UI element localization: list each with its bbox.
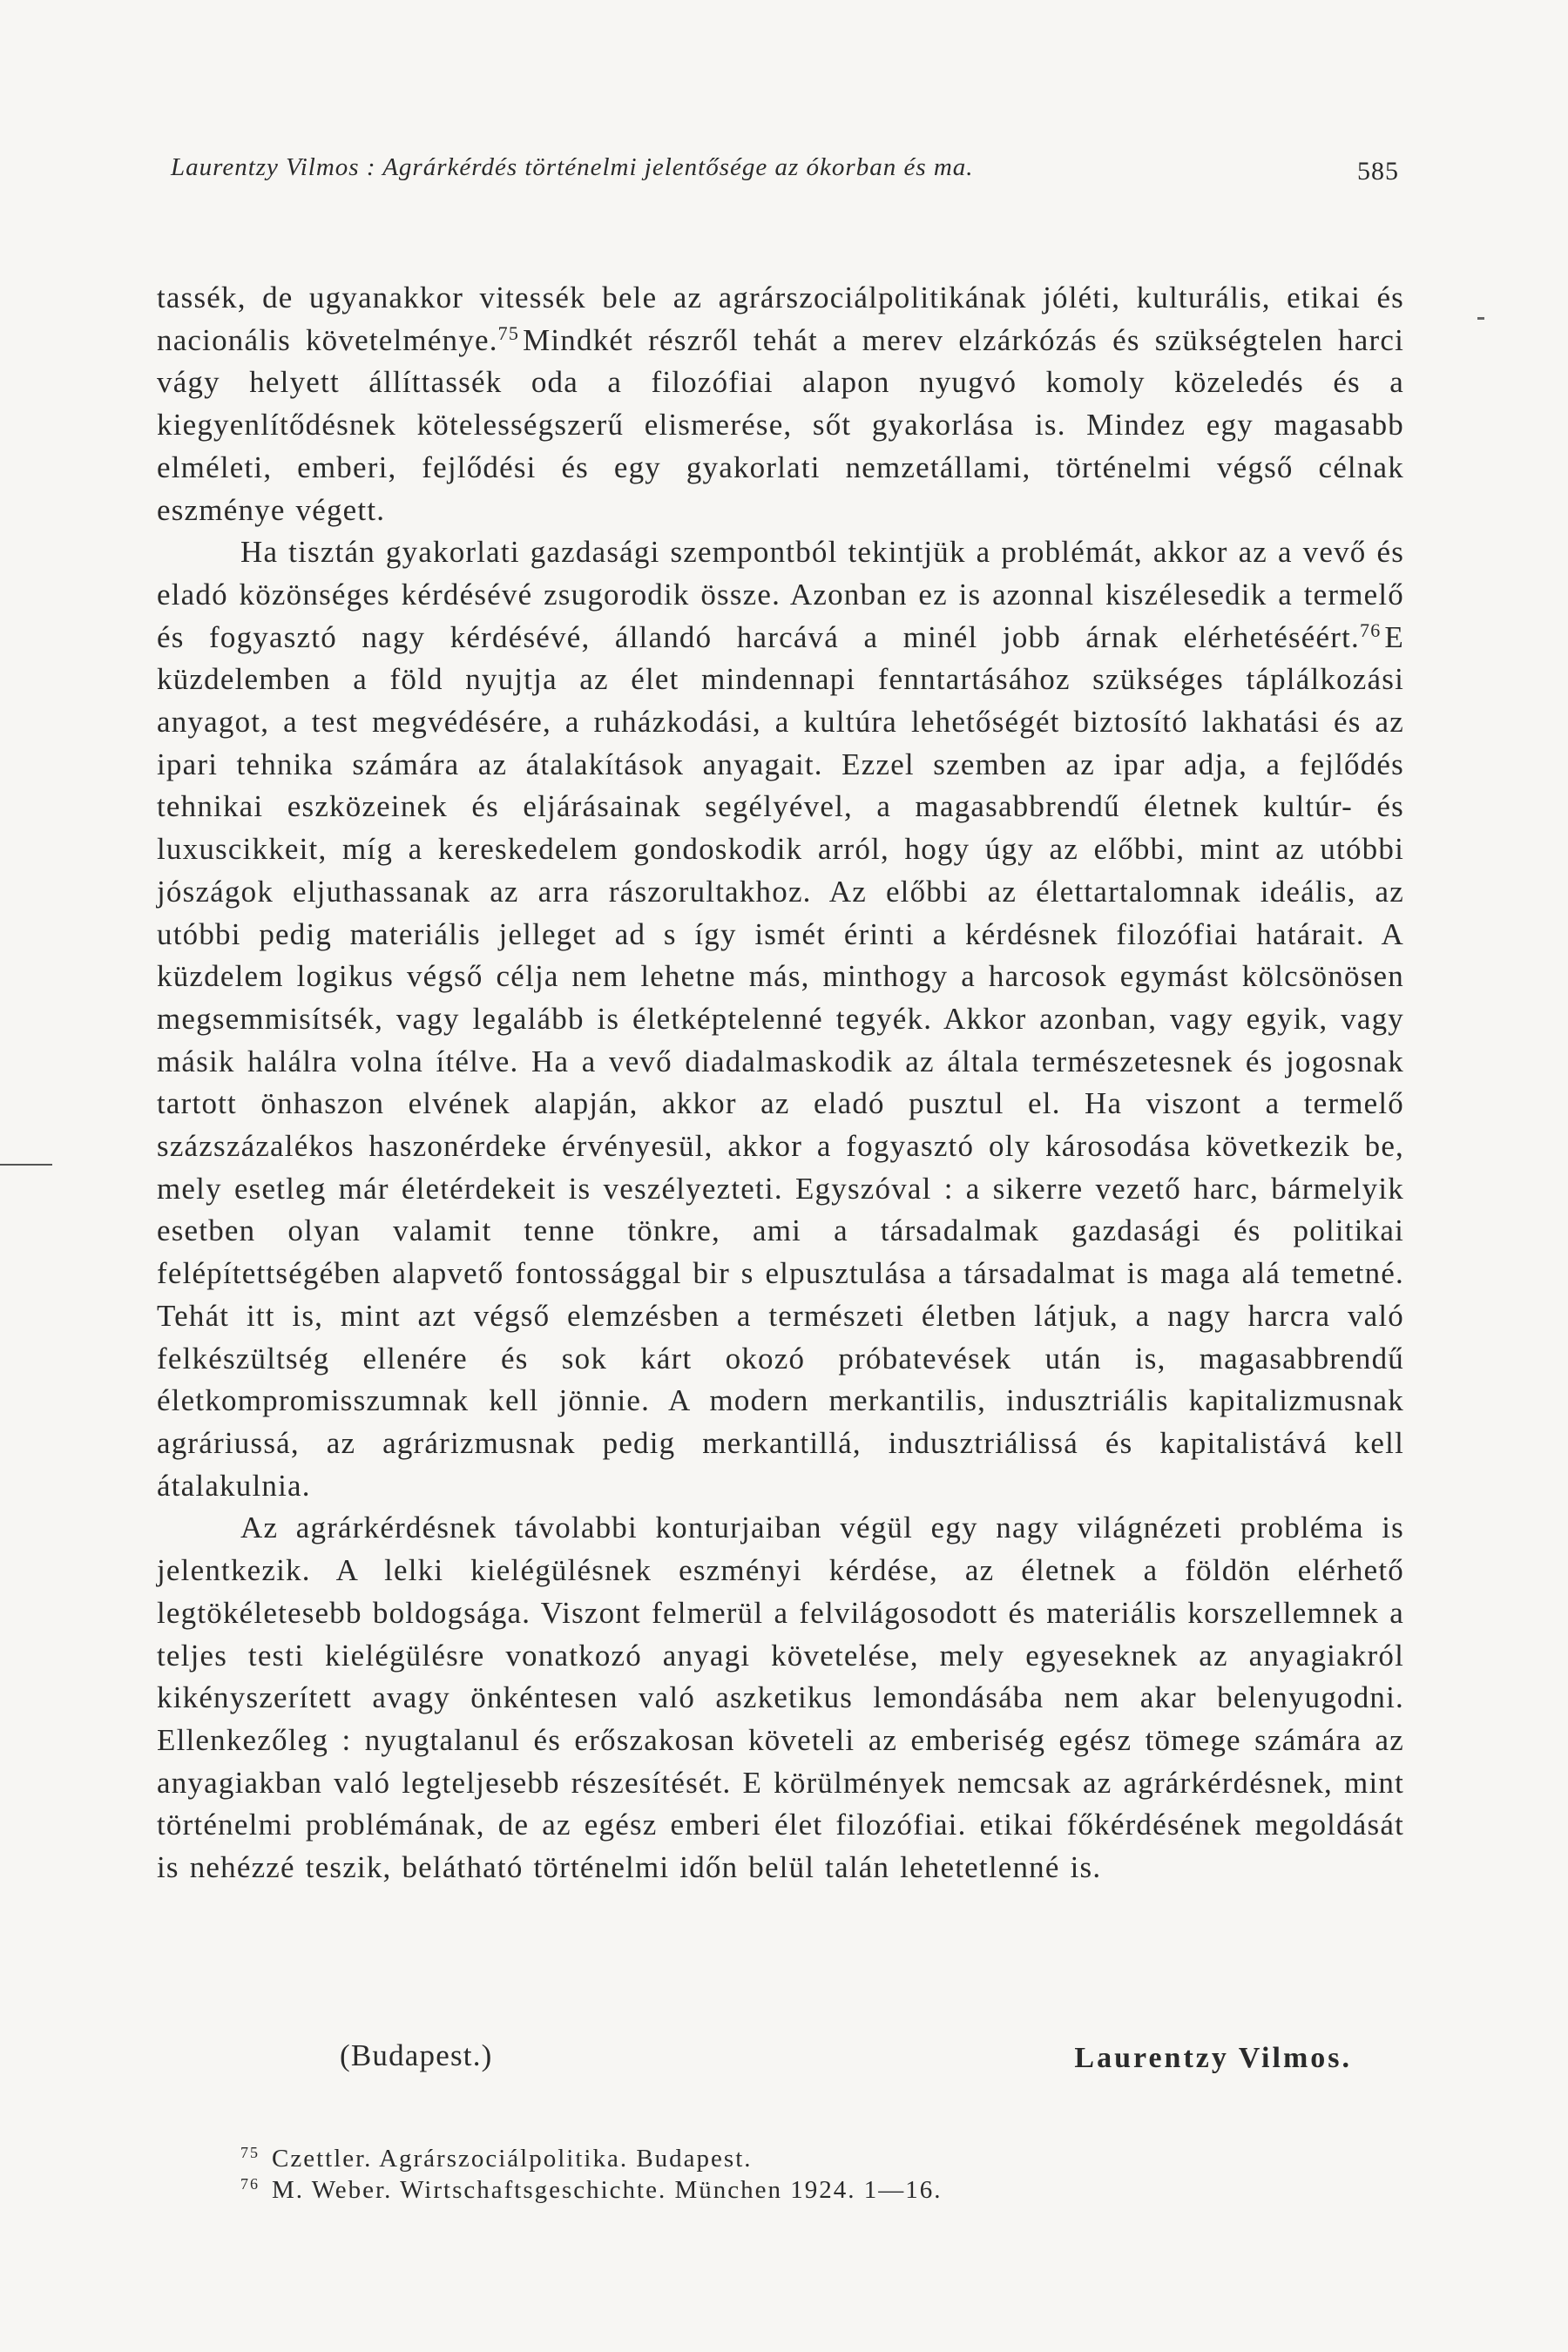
running-header <box>171 153 1399 197</box>
margin-dot-mark <box>1477 317 1484 320</box>
footnote-marker: 75 <box>240 2144 260 2161</box>
place-of-writing: (Budapest.) <box>340 2038 493 2072</box>
author-signature: Laurentzy Vilmos. <box>1074 2042 1352 2074</box>
paragraph-1 <box>157 277 1404 531</box>
paragraph-text: Az agrárkérdésnek távolabbi konturjaiban végül egy nagy világnézeti probléma is jelentkezik. A lelki kielégülésnek eszményi kérdése, az életnek a földön elérhető legtökéletesebb boldogsága. Viszont felmerül a felvilágosodott és materiális korszellemnek a teljes testi kielégülésre vonatkozó anyagi követelése, mely egyeseknek az anyagiakról kikényszerített avagy önkéntesen való aszketikus lemondásába nem akar belenyugodni. Ellenkezőleg : nyugtalanul és erőszakosan követeli az emberiség egész tömege számára az anyagiakban való legteljesebb részesítését. E körülmények nemcsak az agrárkérdésnek, mint történelmi problémának, de az egész emberi élet filozófiai. etikai főkérdésének megoldását is nehézzé teszik, belátható történelmi időn belül talán lehetetlenné is. <box>157 1511 1404 1885</box>
footnote-75 <box>240 2143 1286 2174</box>
footnotes <box>240 2143 1286 2206</box>
footnote-ref-76: 76 <box>1360 618 1382 641</box>
footnote-text: Czettler. Agrárszociálpolitika. Budapest. <box>272 2145 753 2173</box>
paragraph-text: tassék, de ugyanakkor vitessék bele az agrárszociálpolitikának jóléti, kulturális, etikai és nacionális követelménye. <box>157 280 1404 357</box>
closing-line <box>157 2038 1404 2082</box>
paragraph-text: Mindkét részről tehát a merev elzárkózás és szükségtelen harci vágy helyett állíttassék oda a filozófiai alapon nyugvó komoly közeledés és a kiegyenlítődésnek kötelességszerű elismerése, sőt gyakorlása is. Mindez egy magasabb elméleti, emberi, fejlődési és egy gyakorlati nemzetállami, történelmi végső célnak eszménye végett. <box>157 322 1404 527</box>
footnote-marker: 76 <box>240 2175 260 2193</box>
margin-line-mark <box>0 1164 52 1166</box>
footnote-ref-75: 75 <box>497 321 520 344</box>
paragraph-3 <box>157 1507 1404 1889</box>
footnote-text: M. Weber. Wirtschaftsgeschichte. München 1924. 1—16. <box>272 2176 943 2204</box>
running-title: Laurentzy Vilmos : Agrárkérdés történelmi jelentősége az ókorban és ma. <box>171 153 974 181</box>
page-number: 585 <box>1357 157 1399 186</box>
paragraph-text: E küzdelemben a föld nyujtja az élet mindennapi fenntartásához szükséges táplálkozási anyagot, a test megvédésére, a ruházkodási, a kultúra lehetőségét biztosító lakhatási és az ipari tehnika számára az átalakítások anyagait. Ezzel szemben az ipar adja, a fejlődés tehnikai eszközeinek és eljárásainak segélyével, a magasabbrendű életnek kultúr- és luxuscikkeit, míg a kereskedelem gondoskodik arról, hogy úgy az előbbi, mint az utóbbi jószágok eljuthassanak az arra rászorultakhoz. Az előbbi az élettartalomnak ideális, az utóbbi pedig materiális jelleget ad s így ismét érinti a kérdésnek filozófiai határait. A küzdelem logikus végső célja nem lehetne más, minthogy a harcosok egymást kölcsönösen megsemmisítsék, vagy legalább is életképtelenné tegyék. Akkor azonban, vagy egyik, vagy másik halálra volna ítélve. Ha a vevő diadalmaskodik az általa természetesnek és jogosnak tartott önhaszon elvének alapján, akkor az eladó pusztul el. Ha viszont a termelő százszázalékos haszonérdeke érvényesül, akkor a fogyasztó oly károsodása következik be, mely esetleg már életérdekeit is veszélyezteti. Egyszóval : a sikerre vezető harc, bármelyik esetben olyan valamit tenne tönkre, ami a társadalmak gazdasági és politikai felépítettségében alapvető fontossággal bir s elpusztulása a társadalmat is maga alá temetné. Tehát itt is, mint azt végső elemzésben a természeti életben látjuk, a nagy harcra való felkészültség ellenére és sok kárt okozó próbatevések után is, magasabbrendű életkompromisszumnak kell jönnie. A modern merkantilis, indusztriális kapitalizmusnak agráriussá, az agrárizmusnak pedig merkantillá, indusztriálissá és kapitalistává kell átalakulnia. <box>157 619 1404 1503</box>
paragraph-2 <box>157 531 1404 1507</box>
footnote-76 <box>240 2174 1286 2206</box>
paragraph-text: Ha tisztán gyakorlati gazdasági szempontból tekintjük a problémát, akkor az a vevő és eladó közönséges kérdésévé zsugorodik össze. Azonban ez is azonnal kiszélesedik a termelő és fogyasztó nagy kérdésévé, állandó harcává a minél jobb árnak elérhetéséért. <box>157 535 1405 654</box>
main-text <box>157 277 1404 1889</box>
